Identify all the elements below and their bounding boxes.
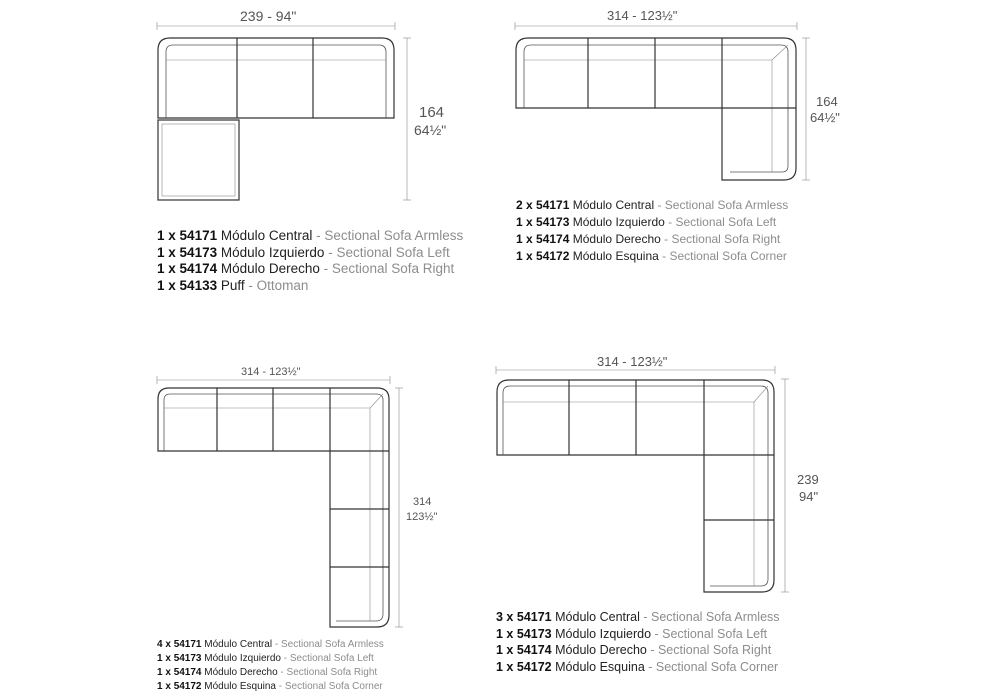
diagram-1-width-label: 239 - 94"	[240, 8, 297, 24]
diagram-4-drawing	[496, 366, 789, 592]
component-list-item: 1 x 54174 Módulo Derecho - Sectional Sofa Right	[157, 261, 455, 276]
component-list-item: 1 x 54173 Módulo Izquierdo - Sectional Sofa Left	[157, 653, 374, 664]
diagram-2-drawing	[515, 22, 810, 180]
diagram-4-depth-cm-label: 239	[797, 472, 819, 487]
component-list-item: 1 x 54173 Módulo Izquierdo - Sectional Sofa Left	[516, 215, 777, 229]
component-list-item: 1 x 54174 Módulo Derecho - Sectional Sofa Right	[157, 667, 378, 678]
component-list-item: 1 x 54172 Módulo Esquina - Sectional Sofa Corner	[157, 681, 383, 692]
diagram-4-width-label: 314 - 123½"	[597, 354, 668, 369]
diagram-2-depth-in-label: 64½"	[810, 110, 840, 125]
component-list-item: 4 x 54171 Módulo Central - Sectional Sofa Armless	[157, 639, 384, 650]
diagram-2-width-label: 314 - 123½"	[607, 8, 678, 23]
diagram-1-ottoman-outline	[158, 120, 239, 200]
component-list-item: 1 x 54174 Módulo Derecho - Sectional Sofa Right	[516, 232, 781, 246]
diagram-4-depth-in-label: 94"	[799, 489, 819, 504]
diagram-1-drawing	[157, 22, 411, 200]
component-list-item: 1 x 54173 Módulo Izquierdo - Sectional Sofa Left	[496, 626, 768, 641]
component-list-item: 1 x 54171 Módulo Central - Sectional Sofa Armless	[157, 228, 464, 243]
diagram-1-component-list	[157, 229, 463, 292]
diagram-2-depth-cm-label: 164	[816, 94, 838, 109]
component-list-item: 1 x 54172 Módulo Esquina - Sectional Sofa Corner	[496, 659, 779, 674]
diagram-1-depth-cm-label: 164	[419, 104, 445, 121]
component-list-item: 1 x 54172 Módulo Esquina - Sectional Sofa Corner	[516, 249, 787, 263]
component-list-item: 1 x 54173 Módulo Izquierdo - Sectional Sofa Left	[157, 244, 450, 260]
diagram-3-depth-cm-label: 314	[413, 496, 432, 508]
diagram-2-component-list	[516, 199, 788, 262]
diagram-4-component-list	[496, 611, 780, 673]
diagram-2-sofa-outline	[516, 38, 796, 180]
diagram-3-drawing	[157, 376, 403, 627]
component-list-item: 1 x 54174 Módulo Derecho - Sectional Sofa Right	[496, 643, 772, 657]
component-list-item: 1 x 54133 Puff - Ottoman	[157, 277, 309, 293]
component-list-item: 2 x 54171 Módulo Central - Sectional Sofa Armless	[516, 198, 789, 212]
diagram-3-depth-in-label: 123½"	[406, 511, 438, 523]
diagram-1-sofa-outline	[158, 38, 394, 118]
diagram-3-width-label: 314 - 123½"	[241, 366, 301, 378]
component-list-item: 3 x 54171 Módulo Central - Sectional Sofa Armless	[496, 610, 780, 624]
diagram-1-depth-in-label: 64½"	[414, 122, 447, 138]
diagram-3-component-list	[157, 640, 384, 692]
